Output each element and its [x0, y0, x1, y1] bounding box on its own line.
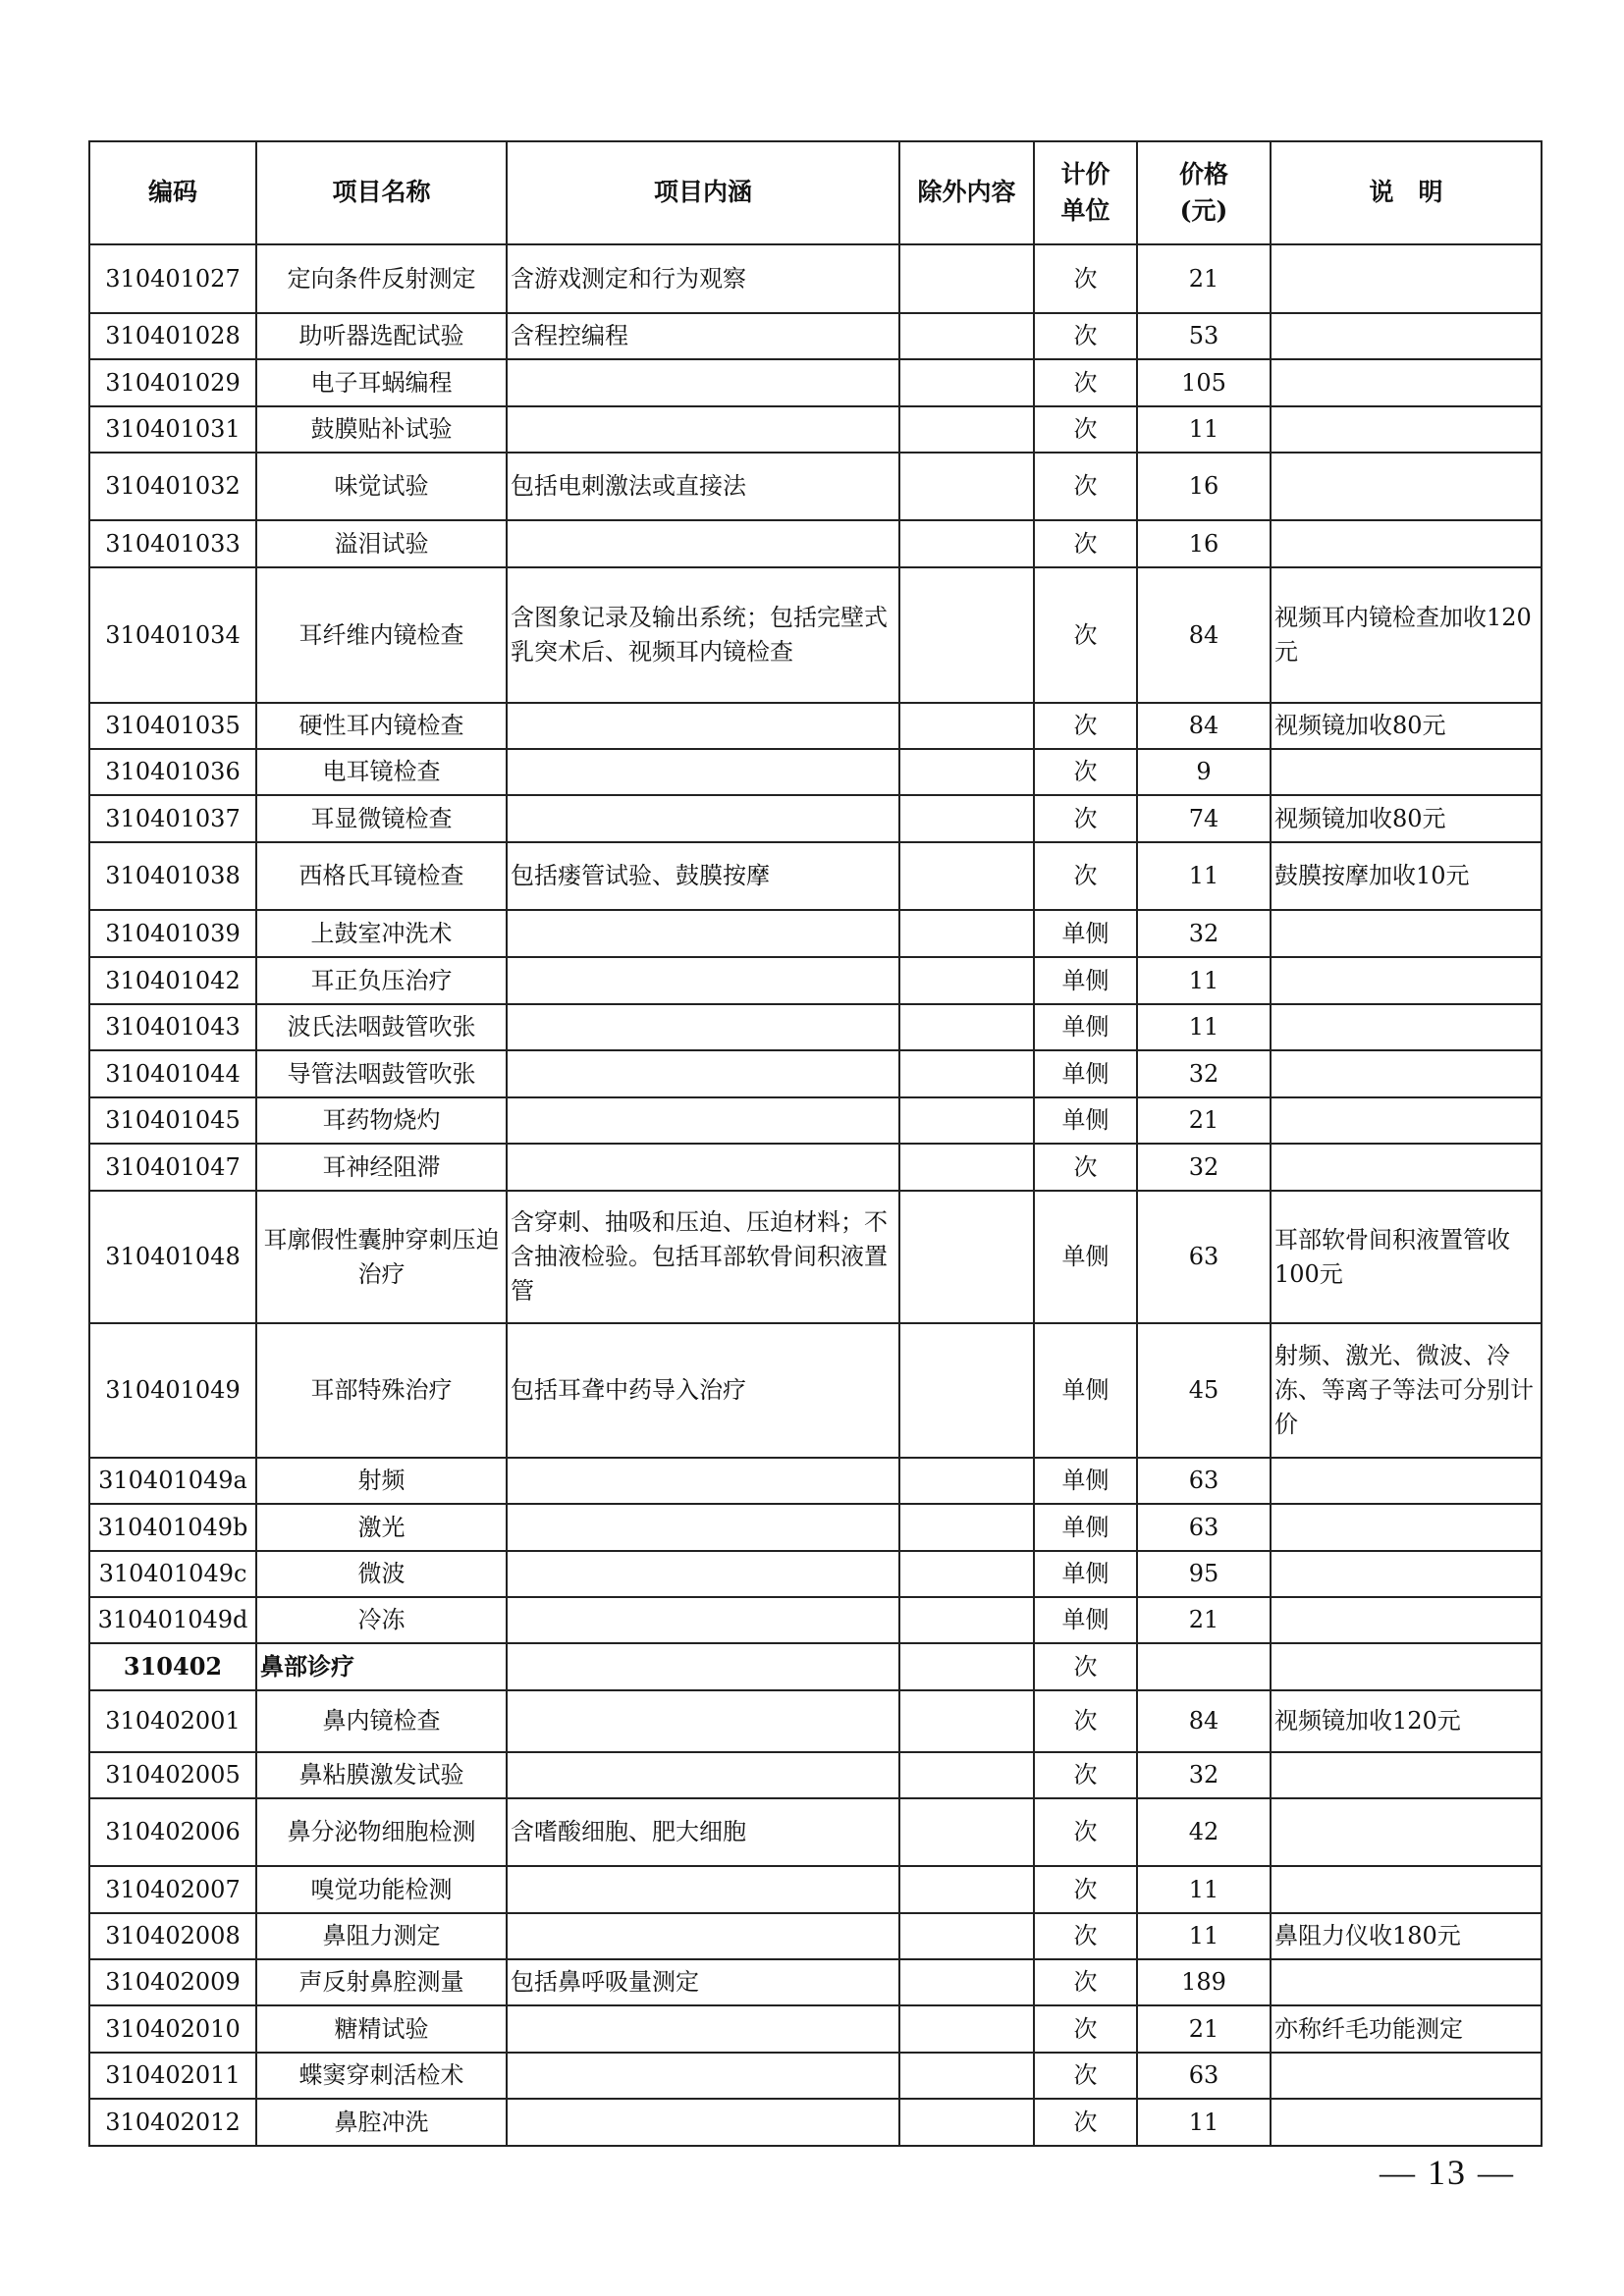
- cell-content: [507, 1504, 899, 1551]
- cell-excluded: [899, 2099, 1034, 2146]
- cell-price: 63: [1137, 2053, 1271, 2099]
- cell-unit: 单侧: [1034, 957, 1137, 1004]
- cell-content: [507, 2099, 899, 2146]
- table-row: [89, 1004, 1542, 1050]
- cell-unit: 次: [1034, 406, 1137, 453]
- cell-unit: 次: [1034, 703, 1137, 749]
- cell-price: 74: [1137, 795, 1271, 842]
- cell-note: [1271, 1144, 1542, 1191]
- cell-price: 84: [1137, 703, 1271, 749]
- cell-note: [1271, 244, 1542, 313]
- cell-code: 310401027: [89, 244, 256, 313]
- cell-unit: 次: [1034, 567, 1137, 703]
- cell-note: [1271, 1551, 1542, 1597]
- header-code: 编码: [89, 141, 256, 244]
- cell-excluded: [899, 1551, 1034, 1597]
- table-row: [89, 359, 1542, 406]
- table-row: [89, 1191, 1542, 1323]
- cell-content: 含程控编程: [507, 313, 899, 359]
- cell-unit: 次: [1034, 520, 1137, 567]
- cell-code: 310401037: [89, 795, 256, 842]
- cell-name: 耳神经阻滞: [256, 1144, 507, 1191]
- table-row: [89, 567, 1542, 703]
- table-row: [89, 1323, 1542, 1458]
- cell-unit: 次: [1034, 1913, 1137, 1959]
- cell-price: 11: [1137, 406, 1271, 453]
- cell-unit: 次: [1034, 1959, 1137, 2005]
- cell-unit: 次: [1034, 359, 1137, 406]
- cell-name: 味觉试验: [256, 453, 507, 520]
- table-row: [89, 795, 1542, 842]
- cell-code: 310401028: [89, 313, 256, 359]
- cell-price: 45: [1137, 1323, 1271, 1458]
- table-row: [89, 1959, 1542, 2005]
- cell-price: 21: [1137, 1097, 1271, 1144]
- table-row: [89, 842, 1542, 910]
- cell-unit: 次: [1034, 1752, 1137, 1798]
- cell-note: [1271, 359, 1542, 406]
- cell-price: 11: [1137, 1004, 1271, 1050]
- cell-name: 鼓膜贴补试验: [256, 406, 507, 453]
- cell-excluded: [899, 1643, 1034, 1690]
- cell-note: 鼓膜按摩加收10元: [1271, 842, 1542, 910]
- cell-note: [1271, 1866, 1542, 1913]
- cell-excluded: [899, 2005, 1034, 2053]
- cell-unit: 单侧: [1034, 1504, 1137, 1551]
- cell-name: 硬性耳内镜检查: [256, 703, 507, 749]
- cell-name: 射频: [256, 1458, 507, 1504]
- cell-unit: 次: [1034, 795, 1137, 842]
- cell-excluded: [899, 2053, 1034, 2099]
- cell-name: 电子耳蜗编程: [256, 359, 507, 406]
- cell-unit: 次: [1034, 244, 1137, 313]
- cell-code: 310402012: [89, 2099, 256, 2146]
- cell-note: 视频镜加收120元: [1271, 1690, 1542, 1752]
- table-row: [89, 1050, 1542, 1097]
- cell-note: [1271, 1643, 1542, 1690]
- cell-price: 32: [1137, 1144, 1271, 1191]
- table-row: [89, 1504, 1542, 1551]
- table-row: [89, 1097, 1542, 1144]
- cell-code: 310401043: [89, 1004, 256, 1050]
- cell-code: 310402008: [89, 1913, 256, 1959]
- cell-price: 11: [1137, 957, 1271, 1004]
- cell-name: 嗅觉功能检测: [256, 1866, 507, 1913]
- cell-note: [1271, 1597, 1542, 1643]
- cell-unit: 单侧: [1034, 1551, 1137, 1597]
- cell-note: [1271, 749, 1542, 795]
- cell-name: 激光: [256, 1504, 507, 1551]
- table-row: [89, 910, 1542, 957]
- cell-code: 310401049: [89, 1323, 256, 1458]
- cell-note: 射频、激光、微波、冷冻、等离子等法可分别计价: [1271, 1323, 1542, 1458]
- cell-content: [507, 703, 899, 749]
- cell-content: [507, 1004, 899, 1050]
- cell-code: 310402006: [89, 1798, 256, 1866]
- header-name: 项目名称: [256, 141, 507, 244]
- cell-excluded: [899, 1323, 1034, 1458]
- cell-unit: 次: [1034, 1866, 1137, 1913]
- cell-code: 310402011: [89, 2053, 256, 2099]
- cell-unit: 单侧: [1034, 1004, 1137, 1050]
- cell-price: 21: [1137, 244, 1271, 313]
- table-row: [89, 406, 1542, 453]
- cell-name: 耳正负压治疗: [256, 957, 507, 1004]
- cell-name: 微波: [256, 1551, 507, 1597]
- cell-name: 冷冻: [256, 1597, 507, 1643]
- cell-excluded: [899, 749, 1034, 795]
- cell-name: 电耳镜检查: [256, 749, 507, 795]
- cell-content: [507, 1097, 899, 1144]
- cell-price: 32: [1137, 910, 1271, 957]
- cell-code: 310402001: [89, 1690, 256, 1752]
- cell-price: 95: [1137, 1551, 1271, 1597]
- cell-note: [1271, 313, 1542, 359]
- cell-excluded: [899, 567, 1034, 703]
- cell-excluded: [899, 1866, 1034, 1913]
- cell-content: [507, 1690, 899, 1752]
- cell-name: 助听器选配试验: [256, 313, 507, 359]
- table-row: [89, 1913, 1542, 1959]
- table-row: [89, 244, 1542, 313]
- cell-code: 310401045: [89, 1097, 256, 1144]
- table-row: [89, 1690, 1542, 1752]
- table-row: [89, 2053, 1542, 2099]
- cell-content: [507, 1597, 899, 1643]
- cell-content: [507, 1752, 899, 1798]
- cell-code: 310402009: [89, 1959, 256, 2005]
- cell-name: 耳纤维内镜检查: [256, 567, 507, 703]
- cell-note: [1271, 2099, 1542, 2146]
- cell-price: 63: [1137, 1191, 1271, 1323]
- cell-name: 波氏法咽鼓管吹张: [256, 1004, 507, 1050]
- cell-price: 32: [1137, 1752, 1271, 1798]
- cell-code: 310401049a: [89, 1458, 256, 1504]
- cell-excluded: [899, 910, 1034, 957]
- cell-excluded: [899, 1959, 1034, 2005]
- cell-content: [507, 957, 899, 1004]
- cell-excluded: [899, 957, 1034, 1004]
- cell-content: 含嗜酸细胞、肥大细胞: [507, 1798, 899, 1866]
- cell-code: 310402010: [89, 2005, 256, 2053]
- cell-unit: 单侧: [1034, 1458, 1137, 1504]
- cell-price: 11: [1137, 2099, 1271, 2146]
- header-note: 说 明: [1271, 141, 1542, 244]
- cell-excluded: [899, 1458, 1034, 1504]
- table-body: [89, 244, 1542, 2146]
- cell-content: [507, 2053, 899, 2099]
- cell-unit: 单侧: [1034, 1191, 1137, 1323]
- table-row: [89, 520, 1542, 567]
- cell-note: [1271, 1097, 1542, 1144]
- header-price: 价格 (元): [1137, 141, 1271, 244]
- cell-note: [1271, 1458, 1542, 1504]
- header-row: [89, 141, 1542, 244]
- table-row: [89, 2005, 1542, 2053]
- cell-excluded: [899, 1050, 1034, 1097]
- cell-unit: 次: [1034, 2099, 1137, 2146]
- cell-name: 鼻内镜检查: [256, 1690, 507, 1752]
- table-row: [89, 1866, 1542, 1913]
- cell-excluded: [899, 406, 1034, 453]
- cell-note: [1271, 406, 1542, 453]
- cell-code: 310401034: [89, 567, 256, 703]
- cell-note: [1271, 520, 1542, 567]
- cell-content: [507, 1551, 899, 1597]
- cell-excluded: [899, 1913, 1034, 1959]
- cell-name: 耳药物烧灼: [256, 1097, 507, 1144]
- cell-price: 21: [1137, 2005, 1271, 2053]
- cell-name: 耳显微镜检查: [256, 795, 507, 842]
- cell-unit: 次: [1034, 1144, 1137, 1191]
- cell-note: [1271, 2053, 1542, 2099]
- cell-content: [507, 1866, 899, 1913]
- cell-content: [507, 1144, 899, 1191]
- cell-name: 溢泪试验: [256, 520, 507, 567]
- cell-code: 310401049c: [89, 1551, 256, 1597]
- cell-price: 21: [1137, 1597, 1271, 1643]
- cell-note: [1271, 1798, 1542, 1866]
- cell-note: [1271, 1504, 1542, 1551]
- cell-code: 310401042: [89, 957, 256, 1004]
- cell-name: 耳廓假性囊肿穿刺压迫治疗: [256, 1191, 507, 1323]
- cell-name: 糖精试验: [256, 2005, 507, 2053]
- cell-note: [1271, 1752, 1542, 1798]
- table-row: [89, 1144, 1542, 1191]
- cell-code: 310401033: [89, 520, 256, 567]
- cell-excluded: [899, 1597, 1034, 1643]
- cell-excluded: [899, 1004, 1034, 1050]
- cell-content: [507, 359, 899, 406]
- cell-price: 84: [1137, 567, 1271, 703]
- price-table: [88, 140, 1543, 2147]
- cell-unit: 单侧: [1034, 910, 1137, 957]
- cell-name: 西格氏耳镜检查: [256, 842, 507, 910]
- cell-content: 含游戏测定和行为观察: [507, 244, 899, 313]
- cell-price: 11: [1137, 842, 1271, 910]
- cell-price: 9: [1137, 749, 1271, 795]
- header-unit: 计价 单位: [1034, 141, 1137, 244]
- cell-content: 包括电刺激法或直接法: [507, 453, 899, 520]
- cell-note: 亦称纤毛功能测定: [1271, 2005, 1542, 2053]
- cell-excluded: [899, 359, 1034, 406]
- table-row: [89, 2099, 1542, 2146]
- cell-note: [1271, 1004, 1542, 1050]
- cell-excluded: [899, 520, 1034, 567]
- cell-content: [507, 1050, 899, 1097]
- table-row: [89, 1551, 1542, 1597]
- cell-code: 310401038: [89, 842, 256, 910]
- table-row: [89, 749, 1542, 795]
- cell-price: 42: [1137, 1798, 1271, 1866]
- cell-unit: 次: [1034, 1798, 1137, 1866]
- table-row: [89, 1798, 1542, 1866]
- cell-name: 鼻分泌物细胞检测: [256, 1798, 507, 1866]
- cell-price: 63: [1137, 1504, 1271, 1551]
- cell-note: 视频镜加收80元: [1271, 795, 1542, 842]
- cell-price: 105: [1137, 359, 1271, 406]
- cell-code: 310401047: [89, 1144, 256, 1191]
- cell-unit: 次: [1034, 842, 1137, 910]
- cell-code: 310402007: [89, 1866, 256, 1913]
- table-row: [89, 453, 1542, 520]
- cell-excluded: [899, 703, 1034, 749]
- cell-name: 鼻腔冲洗: [256, 2099, 507, 2146]
- cell-content: [507, 749, 899, 795]
- cell-price: 189: [1137, 1959, 1271, 2005]
- cell-unit: 单侧: [1034, 1050, 1137, 1097]
- cell-content: 包括鼻呼吸量测定: [507, 1959, 899, 2005]
- cell-unit: 次: [1034, 1643, 1137, 1690]
- cell-note: [1271, 1050, 1542, 1097]
- cell-code: 310401048: [89, 1191, 256, 1323]
- cell-name: 声反射鼻腔测量: [256, 1959, 507, 2005]
- cell-code: 310401029: [89, 359, 256, 406]
- cell-note: [1271, 1959, 1542, 2005]
- cell-note: 耳部软骨间积液置管收100元: [1271, 1191, 1542, 1323]
- cell-note: 鼻阻力仪收180元: [1271, 1913, 1542, 1959]
- cell-content: [507, 1913, 899, 1959]
- header-content: 项目内涵: [507, 141, 899, 244]
- cell-unit: 单侧: [1034, 1097, 1137, 1144]
- table-row: [89, 1752, 1542, 1798]
- cell-content: [507, 1458, 899, 1504]
- cell-name: 导管法咽鼓管吹张: [256, 1050, 507, 1097]
- cell-content: [507, 520, 899, 567]
- cell-unit: 次: [1034, 453, 1137, 520]
- cell-name: 鼻部诊疗: [256, 1643, 507, 1690]
- cell-content: [507, 795, 899, 842]
- cell-content: 包括瘘管试验、鼓膜按摩: [507, 842, 899, 910]
- cell-unit: 次: [1034, 749, 1137, 795]
- cell-content: [507, 1643, 899, 1690]
- cell-excluded: [899, 1798, 1034, 1866]
- cell-code: 310401035: [89, 703, 256, 749]
- cell-excluded: [899, 1690, 1034, 1752]
- cell-content: 含穿刺、抽吸和压迫、压迫材料；不含抽液检验。包括耳部软骨间积液置管: [507, 1191, 899, 1323]
- cell-code: 310401049b: [89, 1504, 256, 1551]
- cell-unit: 次: [1034, 2005, 1137, 2053]
- cell-content: [507, 910, 899, 957]
- cell-code: 310402005: [89, 1752, 256, 1798]
- cell-note: 视频镜加收80元: [1271, 703, 1542, 749]
- cell-code: 310401039: [89, 910, 256, 957]
- cell-excluded: [899, 1504, 1034, 1551]
- cell-code: 310401049d: [89, 1597, 256, 1643]
- cell-excluded: [899, 795, 1034, 842]
- cell-price: 32: [1137, 1050, 1271, 1097]
- cell-price: 84: [1137, 1690, 1271, 1752]
- cell-note: [1271, 957, 1542, 1004]
- cell-unit: 次: [1034, 313, 1137, 359]
- cell-unit: 单侧: [1034, 1323, 1137, 1458]
- cell-content: [507, 2005, 899, 2053]
- cell-excluded: [899, 1144, 1034, 1191]
- cell-price: 11: [1137, 1866, 1271, 1913]
- page-number: — 13 —: [1380, 2153, 1515, 2192]
- cell-name: 鼻阻力测定: [256, 1913, 507, 1959]
- cell-content: [507, 406, 899, 453]
- table-row: [89, 1643, 1542, 1690]
- table-row: [89, 957, 1542, 1004]
- cell-name: 蝶窦穿刺活检术: [256, 2053, 507, 2099]
- cell-unit: 次: [1034, 1690, 1137, 1752]
- cell-name: 定向条件反射测定: [256, 244, 507, 313]
- cell-excluded: [899, 1752, 1034, 1798]
- cell-unit: 单侧: [1034, 1597, 1137, 1643]
- cell-note: [1271, 453, 1542, 520]
- cell-price: 16: [1137, 520, 1271, 567]
- cell-price: [1137, 1643, 1271, 1690]
- table-row: [89, 1458, 1542, 1504]
- cell-price: 53: [1137, 313, 1271, 359]
- cell-excluded: [899, 1191, 1034, 1323]
- cell-code: 310401032: [89, 453, 256, 520]
- cell-excluded: [899, 842, 1034, 910]
- cell-note: 视频耳内镜检查加收120元: [1271, 567, 1542, 703]
- cell-excluded: [899, 244, 1034, 313]
- table-row: [89, 313, 1542, 359]
- cell-code: 310401036: [89, 749, 256, 795]
- header-excluded: 除外内容: [899, 141, 1034, 244]
- cell-name: 耳部特殊治疗: [256, 1323, 507, 1458]
- cell-code: 310402: [89, 1643, 256, 1690]
- cell-content: 包括耳聋中药导入治疗: [507, 1323, 899, 1458]
- table-row: [89, 703, 1542, 749]
- cell-name: 上鼓室冲洗术: [256, 910, 507, 957]
- cell-code: 310401044: [89, 1050, 256, 1097]
- cell-code: 310401031: [89, 406, 256, 453]
- cell-content: 含图象记录及输出系统；包括完壁式乳突术后、视频耳内镜检查: [507, 567, 899, 703]
- cell-excluded: [899, 313, 1034, 359]
- cell-excluded: [899, 453, 1034, 520]
- cell-unit: 次: [1034, 2053, 1137, 2099]
- table-row: [89, 1597, 1542, 1643]
- cell-note: [1271, 910, 1542, 957]
- cell-excluded: [899, 1097, 1034, 1144]
- cell-name: 鼻粘膜激发试验: [256, 1752, 507, 1798]
- cell-price: 63: [1137, 1458, 1271, 1504]
- cell-price: 16: [1137, 453, 1271, 520]
- cell-price: 11: [1137, 1913, 1271, 1959]
